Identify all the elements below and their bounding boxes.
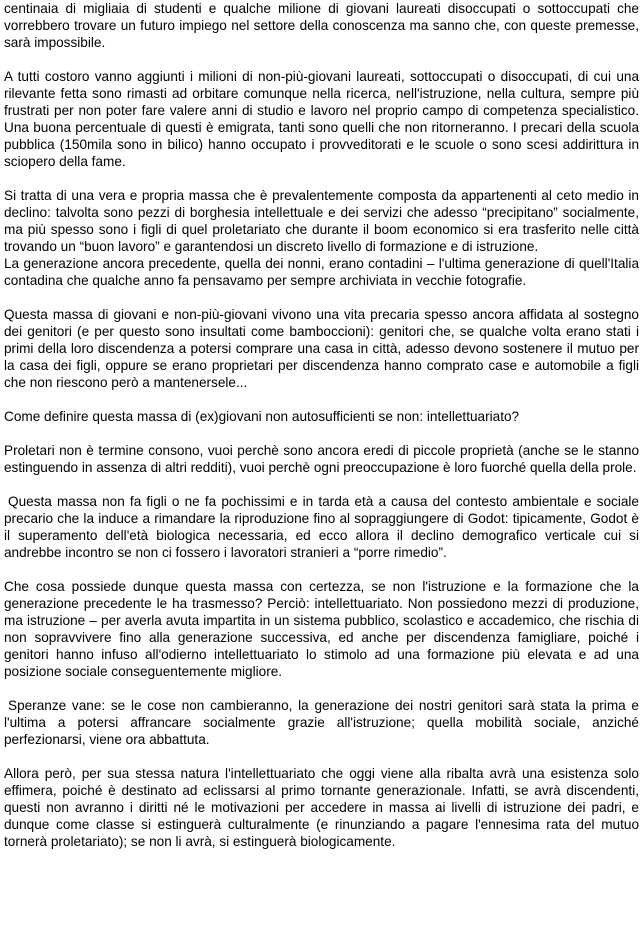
paragraph-definition-question: Come definire questa massa di (ex)giovani non autosufficienti se non: intellettuariato? bbox=[4, 409, 520, 424]
paragraph-students: centinaia di migliaia di studenti e qualche milione di giovani laureati disoccupati o sottoccupati che vorrebbero trovare un futuro impiego nel settore della conoscenza ma sanno che, con queste premesse, sarà impossibile. bbox=[4, 1, 639, 50]
paragraph-demography: Questa massa non fa figli o ne fa pochissimi e in tarda età a causa del contesto ambientale e sociale precario che la induce a rimandare la riproduzione fino al sopraggiungere di Godot: tipicamente, Godot è il superamento dell'età biologica necessaria, ed ecco allora il declino demografico verticale cui si andrebbe incontro se non ci fossero i lavoratori stranieri a “porre rimedio”. bbox=[4, 494, 639, 560]
document-page bbox=[4, 0, 639, 850]
paragraph-education: Che cosa possiede dunque questa massa con certezza, se non l'istruzione e la formazione che la generazione precedente le ha trasmesso? Perciò: intellettuariato. Non possiedono mezzi di produzione, ma istruzione – per averla avuta impartita in un sistema pubblico, scolastico e accademico, che rischia di non sopravvivere fino alla generazione successiva, ed anche per discendenza famigliare, poiché i genitori hanno infuso all'odierno intellettuariato lo stimolo ad una formazione più elevata e ad una posizione sociale conseguentemente migliore. bbox=[4, 579, 639, 679]
paragraph-grandparents: La generazione ancora precedente, quella dei nonni, erano contadini – l'ultima generazione di quell'Italia contadina che qualche anno fa pensavamo per sempre archiviata in vecchie fotografie. bbox=[4, 256, 639, 288]
paragraph-precarious-life: Questa massa di giovani e non-più-giovani vivono una vita precaria spesso ancora affidata al sostegno dei genitori (e per questo sono insultati come bamboccioni): genitori che, se qualche volta erano stati i primi della loro discendenza a potersi comprare una casa in città, adesso devono sostenere il mutuo per la casa dei figli, oppure se erano proprietari per discendenza hanno comprato case e automobile a figli che non riescono però a mantenersele... bbox=[4, 307, 639, 390]
paragraph-vain-hopes: Speranze vane: se le cose non cambieranno, la generazione dei nostri genitori sarà stata la prima e l'ultima a potersi affrancare socialmente grazie all'istruzione; quella mobilità sociale, anziché perfezionarsi, viene ora abbattuta. bbox=[4, 698, 639, 747]
paragraph-conclusion: Allora però, per sua stessa natura l'intellettuariato che oggi viene alla ribalta avrà una esistenza solo effimera, poiché è destinato ad eclissarsi al primo tornante generazionale. Infatti, se avrà discendenti, questi non avranno i diritti né le motivazioni per accedere in massa ai livelli di istruzione dei padri, e dunque come classe si estinguerà culturalmente (e rinunziando a pagare l'ennesima rata del mutuo tornerà proletariato); se non li avrà, si estinguerà biologicamente. bbox=[4, 766, 639, 849]
paragraph-mass: Si tratta di una vera e propria massa che è prevalentemente composta da appartenenti al ceto medio in declino: talvolta sono pezzi di borghesia intellettuale e dei servizi che adesso “precipitano” socialmente, ma più spesso sono i figli di quel proletariato che durante il boom economico si era trasferito nelle città trovando un “buon lavoro” e garantendosi un discreto livello di formazione e di istruzione. bbox=[4, 188, 639, 254]
paragraph-proletarians: Proletari non è termine consono, vuoi perchè sono ancora eredi di piccole proprietà (anche se le stanno estinguendo in assenza di altri redditi), vuoi perchè ogni preoccupazione è loro fuorché quella della prole. bbox=[4, 443, 639, 475]
paragraph-graduates: A tutti costoro vanno aggiunti i milioni di non-più-giovani laureati, sottoccupati o disoccupati, di cui una rilevante fetta sono rimasti ad orbitare comunque nella ricerca, nell'istruzione, nella cultura, sempre più frustrati per non poter fare valere anni di studio e lavoro nel proprio campo di competenza specialistico. Una buona percentuale di questi è emigrata, tanti sono quelli che non ritorneranno. I precari della scuola pubblica (150mila sono in bilico) hanno occupato i provveditorati e le scuole o sono scesi addirittura in sciopero della fame. bbox=[4, 69, 639, 169]
